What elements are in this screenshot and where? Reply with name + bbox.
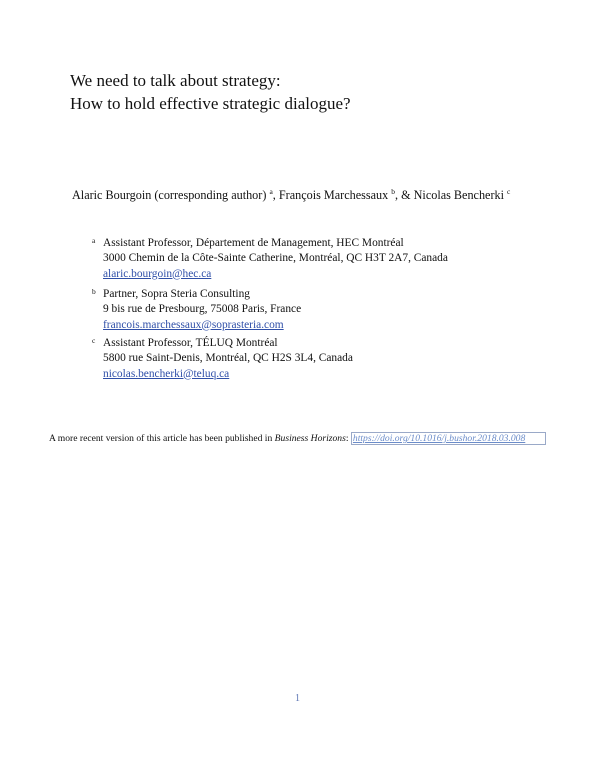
- affiliation-marker: a: [92, 236, 96, 245]
- affiliation-address: 3000 Chemin de la Côte-Sainte Catherine, Montréal, QC H3T 2A7, Canada: [103, 252, 448, 265]
- affiliation-a: [92, 233, 448, 282]
- affiliation-role: Partner, Sopra Steria Consulting: [103, 288, 250, 300]
- publication-note: [49, 433, 546, 444]
- email-link[interactable]: nicolas.bencherki@teluq.ca: [103, 367, 230, 380]
- affiliation-marker: c: [92, 336, 96, 345]
- publication-note-colon: :: [345, 433, 349, 444]
- email-link[interactable]: francois.marchessaux@soprasteria.com: [103, 318, 284, 331]
- affiliation-b: [92, 284, 301, 333]
- author-separator: , &: [395, 188, 414, 202]
- author-superscript: c: [507, 187, 511, 196]
- author-name: Alaric Bourgoin (corresponding author): [72, 188, 267, 202]
- author-separator: ,: [272, 188, 279, 202]
- author-name: Nicolas Bencherki: [413, 188, 504, 202]
- affiliation-role: Assistant Professor, TÉLUQ Montréal: [103, 337, 278, 349]
- affiliation-address: 9 bis rue de Presbourg, 75008 Paris, France: [103, 303, 302, 316]
- affiliation-address: 5800 rue Saint-Denis, Montréal, QC H2S 3L4, Canada: [103, 352, 353, 365]
- affiliation-role: Assistant Professor, Département de Management, HEC Montréal: [103, 237, 404, 249]
- title-line-2: How to hold effective strategic dialogue?: [70, 94, 351, 113]
- author-superscript: b: [391, 187, 395, 196]
- page-number: 1: [295, 693, 300, 704]
- author-name: François Marchessaux: [278, 188, 389, 202]
- email-link[interactable]: alaric.bourgoin@hec.ca: [103, 267, 212, 280]
- affiliation-c: [92, 333, 353, 382]
- affiliation-marker: b: [92, 287, 96, 296]
- journal-name: Business Horizons: [274, 433, 346, 444]
- title-line-1: We need to talk about strategy:: [70, 71, 281, 90]
- author-list: [72, 187, 510, 203]
- publication-note-text: A more recent version of this article has been published in: [49, 433, 273, 444]
- author-superscript: a: [269, 187, 273, 196]
- doi-link[interactable]: https://doi.org/10.1016/j.bushor.2018.03.008: [351, 432, 546, 445]
